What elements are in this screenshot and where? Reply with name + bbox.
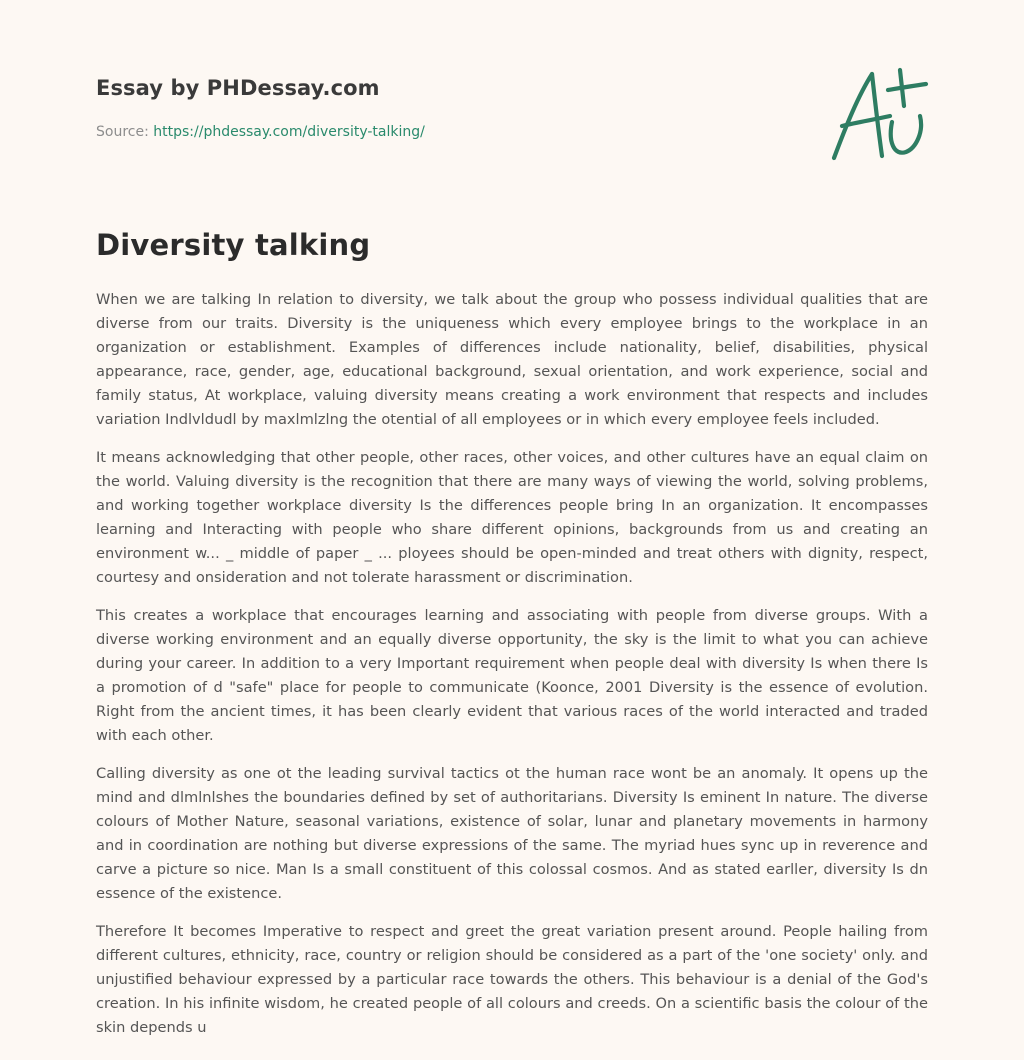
source-link[interactable]: https://phdessay.com/diversity-talking/ bbox=[153, 124, 425, 140]
essay-paragraph: When we are talking In relation to diversity, we talk about the group who possess individual qualities that are diverse from our traits. Diversity is the uniqueness which every employee brings to the workplace in an organization or establishment. Examples of differences include nationality, belief, disabilities, physical appearance, race, gender, age, educational background, sexual orientation, and work experience, social and family status, At workplace, valuing diversity means creating a work environment that respects and includes variation Indlvldudl by maxlmlzlng the otential of all employees or in which every employee feels included. bbox=[96, 291, 928, 428]
essay-title: Diversity talking bbox=[96, 228, 371, 262]
essay-paragraph: This creates a workplace that encourages learning and associating with people from diverse groups. With a diverse working environment and an equally diverse opportunity, the sky is the limit to what you can achieve during your career. In addition to a very Important requirement when people deal with diversity Is when there Is a promotion of d "safe" place for people to communicate (Koonce, 2001 Diversity is the essence of evolution. Right from the ancient times, it has been clearly evident that various races of the world interacted and traded with each other. bbox=[96, 607, 928, 744]
essay-paragraph: Therefore It becomes Imperative to respect and greet the great variation present around. People hailing from different cultures, ethnicity, race, country or religion should be considered as a part of the 'one society' only. and unjustified behaviour expressed by a particular race towards the others. This behaviour is a denial of the God's creation. In his infinite wisdom, he created people of all colours and creeds. On a scientific basis the colour of the skin depends u bbox=[96, 923, 928, 1036]
source-label: Source: bbox=[96, 124, 154, 140]
page-header bbox=[96, 0, 928, 210]
essay-paragraph: It means acknowledging that other people, other races, other voices, and other cultures have an equal claim on the world. Valuing diversity is the recognition that there are many ways of viewing the world, solving problems, and working together workplace diversity Is the differences people bring In an organization. It encompasses learning and Interacting with people who share different opinions, backgrounds from us and creating an environment w... _ middle of paper _ ... ployees should be open-minded and treat others with dignity, respect, courtesy and onsideration and not tolerate harassment or discrimination. bbox=[96, 449, 928, 586]
site-brand: Essay by PHDessay.com bbox=[96, 76, 380, 100]
essay-body bbox=[96, 288, 928, 1040]
source-line bbox=[96, 124, 425, 140]
a-plus-logo-icon bbox=[828, 66, 932, 166]
essay-paragraph: Calling diversity as one ot the leading survival tactics ot the human race wont be an anomaly. It opens up the mind and dlmlnlshes the boundaries defined by set of authoritarians. Diversity Is eminent In nature. The diverse colours of Mother Nature, seasonal variations, existence of solar, lunar and planetary movements in harmony and in coordination are nothing but diverse expressions of the same. The myriad hues sync up in reverence and carve a picture so nice. Man Is a small constituent of this colossal cosmos. And as stated earller, diversity Is dn essence of the existence. bbox=[96, 765, 928, 902]
